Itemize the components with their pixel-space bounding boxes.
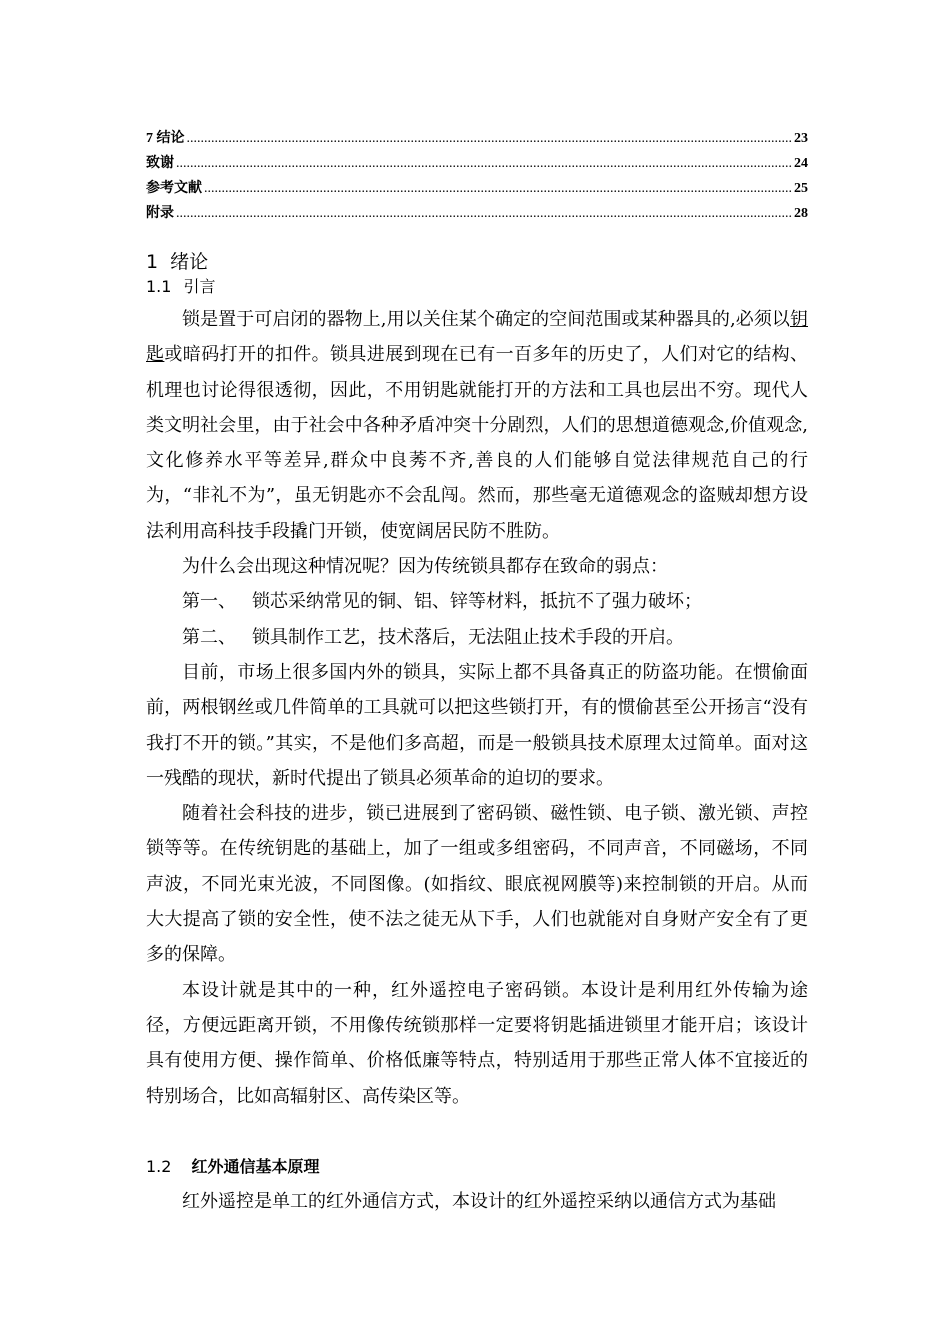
list-item-text: 锁具制作工艺，技术落后，无法阻止技术手段的开启。 xyxy=(252,626,684,648)
toc-entry-page: 25 xyxy=(794,181,808,196)
chapter-title: 绪论 xyxy=(170,251,209,273)
paragraph: 目前，市场上很多国内外的锁具，实际上都不具备真正的防盗功能。在惯偷面前，两根钢丝或几件简单的工具就可以把这些锁打开，有的惯偷甚至公开扬言“没有我打不开的锁。”其实，不是他们多高超，而是一般锁具技术原理太过简单。面对这一残酷的现状，新时代提出了锁具必须革命的迫切的要求。 xyxy=(146,661,808,789)
toc-entry-label: 致谢 xyxy=(146,156,174,171)
chapter-heading xyxy=(146,249,208,275)
toc-entry-label: 附录 xyxy=(146,206,174,221)
key-hyperlink[interactable]: 钥匙 xyxy=(146,309,808,366)
paragraph xyxy=(146,302,808,549)
list-item-text: 锁芯采纳常见的铜、铝、锌等材料，抵抗不了强力破坏； xyxy=(252,591,702,613)
toc-leader-dots xyxy=(204,176,792,201)
section-heading-intro xyxy=(146,276,215,298)
paragraph: 本设计就是其中的一种，红外遥控电子密码锁。本设计是利用红外传输为途径，方便远距离开锁，不用像传统锁那样一定要将钥匙插进锁里才能开启；该设计具有使用方便、操作简单、价格低廉等特点，特别适用于那些正常人体不宜接近的特别场合，比如高辐射区、高传染区等。 xyxy=(146,979,808,1107)
toc-entry-page: 23 xyxy=(794,131,808,146)
toc-entry-conclusion[interactable] xyxy=(146,126,808,151)
section-number: 1.1 xyxy=(146,277,172,296)
toc-entry-page: 28 xyxy=(794,206,808,221)
toc-entry-page: 24 xyxy=(794,156,808,171)
section-title: 引言 xyxy=(183,277,216,296)
paragraph-text: 或暗码打开的扣件。锁具进展到现在已有一百多年的历史了，人们对它的结构、机理也讨论得很透彻，因此，不用钥匙就能打开的方法和工具也层出不穷。现代人类文明社会里，由于社会中各种矛盾冲突十分剧烈，人们的思想道德观念,价值观念,文化修养水平等差异,群众中良莠不齐,善良的人们能够自觉法律规范自己的行为，“非礼不为”，虽无钥匙亦不会乱闯。然而，那些毫无道德观念的盗贼却想方设法利用高科技手段撬门开锁，使宽阔居民防不胜防。 xyxy=(146,344,809,542)
paragraph: 红外遥控是单工的红外通信方式，本设计的红外遥控采纳以通信方式为基础 xyxy=(182,1191,776,1212)
toc-entry-label: 7 结论 xyxy=(146,131,185,146)
section-intro-body xyxy=(146,302,808,1114)
toc-entry-appendix[interactable] xyxy=(146,201,808,226)
toc-leader-dots xyxy=(176,201,792,226)
toc-entry-label: 参考文献 xyxy=(146,181,202,196)
toc-leader-dots xyxy=(176,151,792,176)
list-item xyxy=(146,584,808,619)
table-of-contents xyxy=(146,126,808,226)
paragraph: 为什么会出现这种情况呢？因为传统锁具都存在致命的弱点： xyxy=(182,556,668,578)
chapter-number: 1 xyxy=(146,251,159,273)
toc-entry-references[interactable] xyxy=(146,176,808,201)
section-ir-body xyxy=(146,1184,808,1219)
paragraph-text: 锁是置于可启闭的器物上,用以关住某个确定的空间范围或某种器具的,必须以 xyxy=(182,309,790,330)
list-item-number: 第二、 xyxy=(182,626,236,648)
section-number: 1.2 xyxy=(146,1157,172,1176)
list-item-number: 第一、 xyxy=(182,591,236,613)
list-item xyxy=(146,620,808,655)
paragraph: 随着社会科技的进步，锁已进展到了密码锁、磁性锁、电子锁、激光锁、声控锁等等。在传统钥匙的基础上，加了一组或多组密码，不同声音，不同磁场，不同声波，不同光束光波，不同图像。(如指纹、眼底视网膜等)来控制锁的开启。从而大大提高了锁的安全性，使不法之徒无从下手，人们也就能对自身财产安全有了更多的保障。 xyxy=(146,803,808,966)
toc-leader-dots xyxy=(187,126,793,151)
section-title: 红外通信基本原理 xyxy=(191,1157,320,1176)
toc-entry-acknowledgements[interactable] xyxy=(146,151,808,176)
section-heading-ir-principle xyxy=(146,1156,319,1178)
